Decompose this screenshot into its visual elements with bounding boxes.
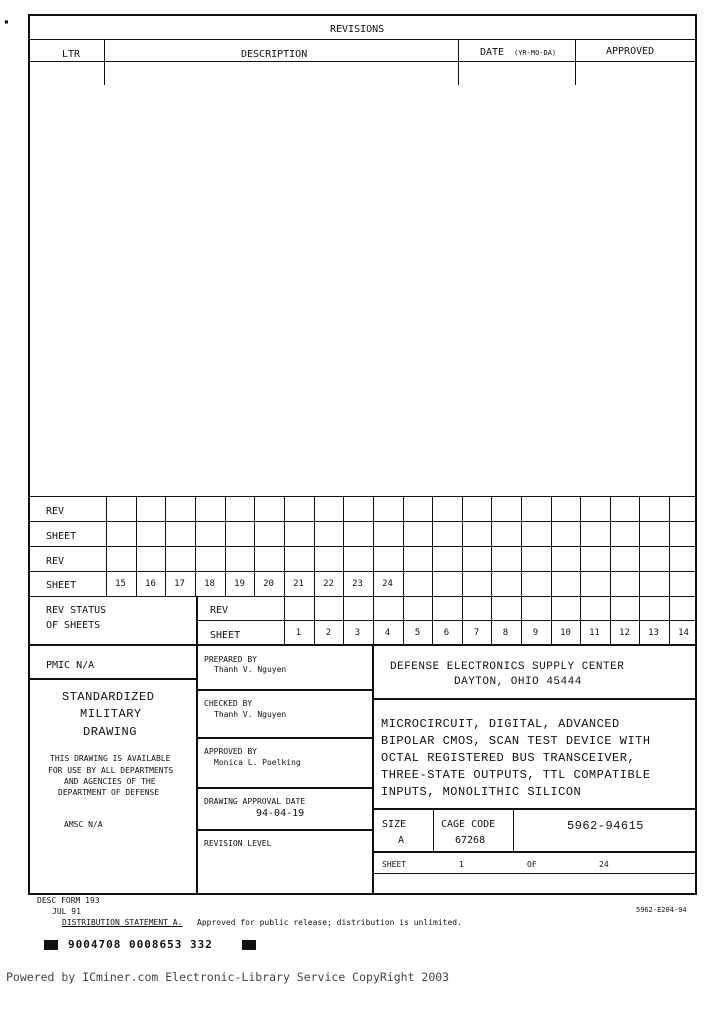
size-cage-div [433, 808, 434, 852]
sheet-number: 9 [532, 628, 539, 638]
grid-vline [491, 496, 492, 596]
form-code: 5962-E204-94 [636, 906, 687, 914]
military-label: MILITARY [80, 707, 142, 721]
col-date: DATE [480, 47, 505, 58]
sheet-number: 20 [263, 579, 274, 589]
revisions-col-div-2 [458, 39, 459, 85]
barcode-text: 9004708 0008653 332 [68, 938, 213, 951]
rev-status-line2: OF SHEETS [46, 620, 101, 631]
grid-hline [196, 620, 696, 621]
sheet-number: 22 [323, 579, 334, 589]
sheet-number: 10 [560, 628, 571, 638]
sheet-number: 18 [204, 579, 215, 589]
sheet-number: 21 [293, 579, 304, 589]
title-line-4: THREE-STATE OUTPUTS, TTL COMPATIBLE [381, 768, 651, 782]
right-divider-4 [372, 873, 697, 874]
availability-line-2: FOR USE BY ALL DEPARTMENTS [48, 766, 174, 775]
right-divider-2 [372, 808, 697, 810]
sheet-number: 3 [354, 628, 361, 638]
grid-hline [28, 496, 696, 497]
grid-hline [28, 571, 696, 572]
pmic-divider [28, 678, 198, 680]
size-value: A [398, 835, 405, 846]
form-line-2: JUL 91 [52, 907, 81, 916]
sheet-number: 17 [174, 579, 185, 589]
of-label: OF [527, 860, 537, 869]
drawing-label: DRAWING [83, 725, 137, 739]
sheet-number: 16 [145, 579, 156, 589]
barcode-block-left [44, 940, 58, 950]
sheet-label: SHEET [382, 860, 407, 869]
grid-hline [28, 596, 696, 597]
revisions-line-1 [28, 39, 696, 40]
frame-bottom [28, 893, 697, 895]
title-line-5: INPUTS, MONOLITHIC SILICON [381, 785, 582, 799]
grid-hline [28, 546, 696, 547]
sheet-value: 1 [459, 860, 464, 869]
title-line-3: OCTAL REGISTERED BUS TRANSCEIVER, [381, 751, 636, 765]
grid-vline [551, 496, 552, 596]
of-value: 24 [599, 860, 609, 869]
title-line-1: MICROCIRCUIT, DIGITAL, ADVANCED [381, 717, 620, 731]
grid-vline [639, 496, 640, 596]
availability-line-1: THIS DRAWING IS AVAILABLE [50, 754, 171, 763]
row-sheet-1: SHEET [46, 531, 77, 542]
prepared-by-label: PREPARED BY [204, 655, 257, 664]
row-sheet-3: SHEET [210, 630, 241, 641]
distribution-text: Approved for public release; distribution is unlimited. [197, 918, 462, 927]
approval-date-label: DRAWING APPROVAL DATE [204, 797, 306, 806]
col-ltr: LTR [62, 49, 81, 60]
cage-code-label: CAGE CODE [441, 819, 496, 830]
sheet-number: 5 [414, 628, 421, 638]
size-label: SIZE [382, 819, 407, 830]
sheet-number: 11 [589, 628, 600, 638]
rev-status-line1: REV STATUS [46, 605, 107, 616]
availability-line-4: DEPARTMENT OF DEFENSE [58, 788, 160, 797]
frame-right [695, 14, 697, 894]
sheet-number: 19 [234, 579, 245, 589]
right-divider-3 [372, 851, 697, 853]
sheet-number: 14 [678, 628, 689, 638]
mid-divider-1 [196, 689, 373, 691]
sheet-number: 7 [473, 628, 480, 638]
frame-top [28, 14, 696, 16]
sheet-number: 13 [648, 628, 659, 638]
cage-number-div [513, 808, 514, 852]
mid-divider-3 [196, 787, 373, 789]
col-date-format: (YR-MO-DA) [514, 49, 557, 57]
powered-by-text: Powered by ICminer.com Electronic-Library Service CopyRight 2003 [6, 970, 450, 984]
revisions-line-2 [28, 61, 696, 62]
revision-level-label: REVISION LEVEL [204, 839, 272, 848]
sheet-number: 24 [382, 579, 393, 589]
title-block-div-v2 [372, 644, 374, 894]
agency-line-1: DEFENSE ELECTRONICS SUPPLY CENTER [390, 661, 625, 673]
approved-by-label: APPROVED BY [204, 747, 257, 756]
standardized-label: STANDARDIZED [62, 690, 155, 704]
barcode-block-right [242, 940, 256, 950]
row-rev-1: REV [46, 506, 65, 517]
distribution-label: DISTRIBUTION STATEMENT A. [62, 918, 183, 927]
sheet-number: 12 [619, 628, 630, 638]
revisions-col-div-1 [104, 39, 105, 85]
sheet-number: 23 [352, 579, 363, 589]
mid-divider-4 [196, 829, 373, 831]
col-approved: APPROVED [606, 46, 655, 57]
mid-divider-2 [196, 737, 373, 739]
checked-by-label: CHECKED BY [204, 699, 253, 708]
grid-vline [521, 496, 522, 596]
title-block-top [28, 644, 696, 646]
title-line-2: BIPOLAR CMOS, SCAN TEST DEVICE WITH [381, 734, 651, 748]
grid-vline [610, 496, 611, 596]
grid-vline [669, 496, 670, 596]
amsc-label: AMSC N/A [64, 820, 103, 829]
sheet-number: 4 [384, 628, 391, 638]
frame-left [28, 14, 30, 894]
form-line-1: DESC FORM 193 [37, 896, 100, 905]
right-divider-1 [372, 698, 697, 700]
grid-hline [28, 521, 696, 522]
approval-date-value: 94-04-19 [256, 808, 305, 819]
grid-vline [462, 496, 463, 596]
prepared-by-name: Thanh V. Nguyen [214, 665, 287, 674]
grid-vline [432, 496, 433, 596]
checked-by-name: Thanh V. Nguyen [214, 710, 287, 719]
pmic-label: PMIC N/A [46, 660, 95, 671]
sheet-number: 1 [295, 628, 302, 638]
title-block-div-v1 [196, 596, 198, 894]
sheet-number: 15 [115, 579, 126, 589]
availability-line-3: AND AGENCIES OF THE [64, 777, 156, 786]
sheet-number: 2 [325, 628, 332, 638]
approved-by-name: Monica L. Poelking [214, 758, 301, 767]
sheet-number: 6 [443, 628, 450, 638]
revisions-title: REVISIONS [330, 24, 385, 35]
grid-vline [580, 496, 581, 596]
row-sheet-2: SHEET [46, 580, 77, 591]
drawing-number: 5962-94615 [567, 819, 645, 833]
grid-vline [403, 496, 404, 596]
agency-line-2: DAYTON, OHIO 45444 [454, 676, 582, 688]
sheet-number: 8 [502, 628, 509, 638]
col-description: DESCRIPTION [241, 49, 308, 60]
row-rev-2: REV [46, 556, 65, 567]
cage-code-value: 67268 [455, 835, 486, 846]
corner-mark: ▪ [4, 17, 9, 26]
row-rev-3: REV [210, 605, 229, 616]
revisions-col-div-3 [575, 39, 576, 85]
